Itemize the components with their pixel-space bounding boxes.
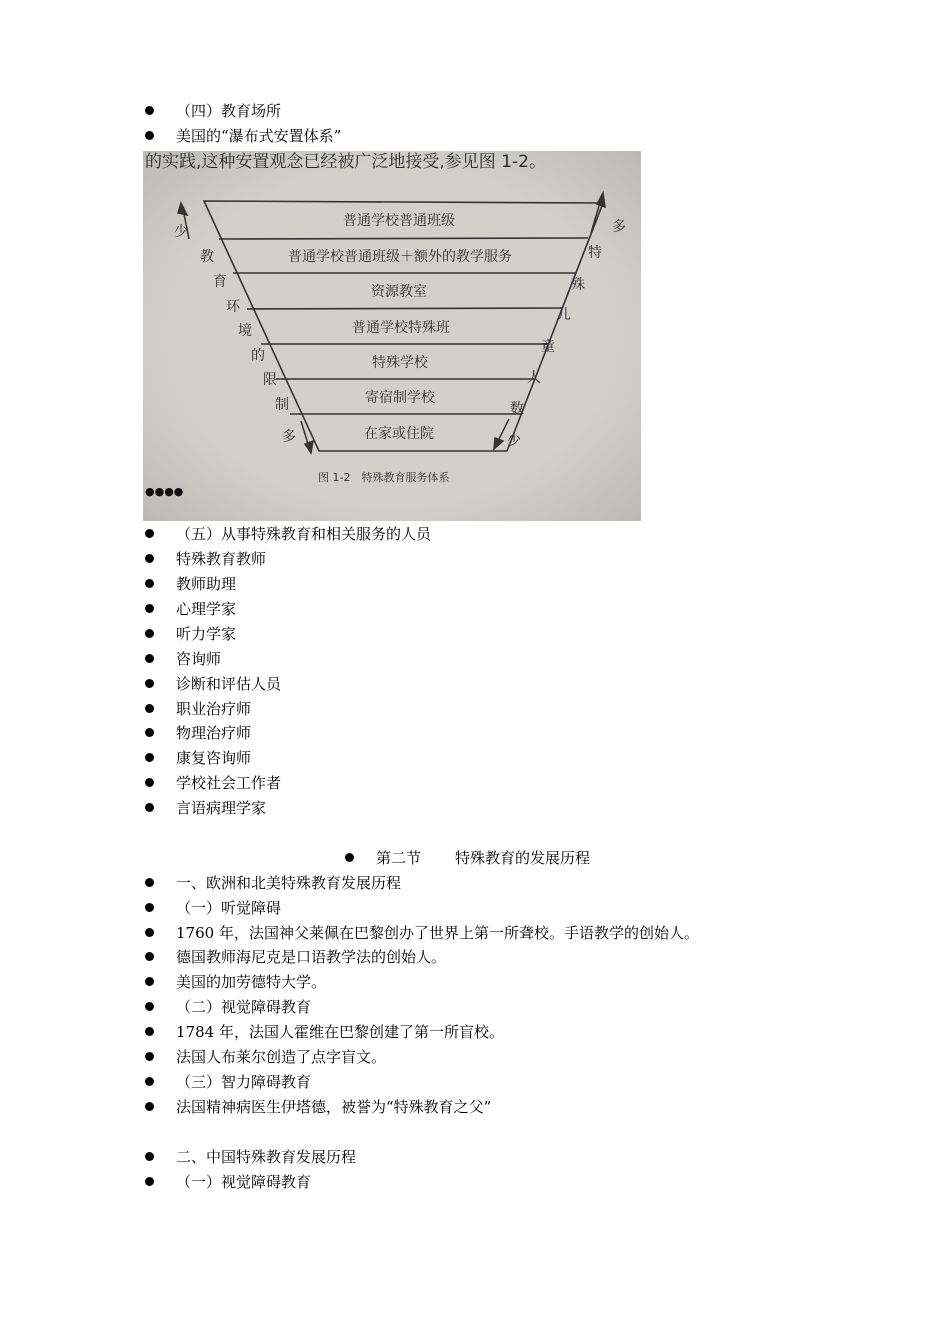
left-label-char: 的 — [251, 348, 265, 364]
list-item — [145, 922, 699, 944]
figure-dots: ●●●● — [145, 485, 184, 498]
list-item-text: 听力学家 — [176, 625, 237, 643]
list-item-text: 康复咨询师 — [176, 749, 252, 767]
pyramid-level: 普通学校普通班级＋额外的教学服务 — [288, 249, 512, 265]
list-item — [145, 100, 281, 122]
bullet-icon — [145, 1052, 154, 1061]
list-item — [145, 971, 326, 993]
list-item — [145, 747, 251, 769]
list-item-text: 言语病理学家 — [176, 799, 267, 817]
list-item — [145, 1021, 504, 1043]
list-item — [145, 1096, 491, 1118]
bullet-icon — [145, 604, 154, 613]
bullet-icon — [345, 853, 354, 862]
left-label-char: 境 — [238, 323, 252, 339]
right-label-bottom: 少 — [507, 433, 521, 449]
bullet-icon — [145, 1027, 154, 1036]
right-label-char: 特 — [588, 245, 602, 261]
left-label-char: 育 — [213, 274, 227, 290]
pyramid-level: 普通学校特殊班 — [352, 320, 450, 336]
list-item — [145, 996, 311, 1018]
bullet-icon — [145, 952, 154, 961]
list-item — [145, 797, 266, 819]
list-item — [145, 1046, 386, 1068]
list-item-text: 德国教师海尼克是口语教学法的创始人。 — [176, 948, 447, 966]
list-item — [145, 772, 281, 794]
bullet-icon — [145, 1102, 154, 1111]
list-item-text: 物理治疗师 — [176, 724, 252, 742]
list-item-text: 1760 年，法国神父莱佩在巴黎创办了世界上第一所聋校。手语教学的创始人。 — [176, 924, 699, 942]
bullet-icon — [145, 803, 154, 812]
figure-top-text: 的实践,这种安置观念已经被广泛地接受,参见图 1-2。 — [145, 152, 546, 172]
pyramid-level: 资源教室 — [371, 284, 427, 300]
pyramid-level: 在家或住院 — [364, 426, 434, 442]
list-item-text: 特殊教育教师 — [176, 550, 267, 568]
right-label-char: 儿 — [557, 307, 571, 323]
section-heading — [345, 847, 590, 869]
list-item-text: （二）视觉障碍教育 — [176, 998, 312, 1016]
figure-caption: 图 1-2 特殊教育服务体系 — [318, 471, 450, 484]
list-item-text: 一、欧洲和北美特殊教育发展历程 — [176, 874, 402, 892]
list-item — [145, 598, 236, 620]
bullet-icon — [145, 131, 154, 140]
list-item — [145, 897, 281, 919]
list-item — [145, 872, 401, 894]
bullet-icon — [145, 977, 154, 986]
list-item-text: 美国的“瀑布式安置体系” — [176, 127, 342, 145]
figure-photo — [143, 151, 641, 521]
pyramid-level: 寄宿制学校 — [365, 390, 435, 406]
bullet-icon — [145, 704, 154, 713]
bullet-icon — [145, 753, 154, 762]
bullet-icon — [145, 928, 154, 937]
list-item — [145, 946, 446, 968]
right-label-char: 殊 — [571, 277, 585, 293]
list-item-text: 二、中国特殊教育发展历程 — [176, 1148, 357, 1166]
list-item — [145, 648, 221, 670]
section-heading-number: 第二节 — [376, 849, 422, 867]
bullet-icon — [145, 579, 154, 588]
list-item-text: （一）听觉障碍 — [176, 899, 282, 917]
left-label-char: 限 — [263, 372, 277, 388]
list-item-text: 咨询师 — [176, 650, 222, 668]
left-label-char: 教 — [200, 249, 214, 265]
bullet-icon — [145, 654, 154, 663]
list-item — [145, 1171, 311, 1193]
right-label-char: 人 — [527, 370, 541, 386]
list-item — [145, 523, 431, 545]
list-item — [145, 673, 281, 695]
list-item — [145, 125, 341, 147]
list-item-text: 法国精神病医生伊塔德，被誉为“特殊教育之父” — [176, 1098, 492, 1116]
list-item — [145, 1071, 311, 1093]
list-item — [145, 722, 251, 744]
list-item-text: （三）智力障碍教育 — [176, 1073, 312, 1091]
list-item-text: 1784 年，法国人霍维在巴黎创建了第一所盲校。 — [176, 1023, 504, 1041]
list-item — [145, 573, 236, 595]
bullet-icon — [145, 728, 154, 737]
bullet-icon — [145, 106, 154, 115]
bullet-icon — [145, 1002, 154, 1011]
list-item-text: 教师助理 — [176, 575, 237, 593]
section-heading-title: 特殊教育的发展历程 — [455, 849, 591, 867]
bullet-icon — [145, 778, 154, 787]
list-item-text: 心理学家 — [176, 600, 237, 618]
left-label-char: 制 — [275, 397, 289, 413]
bullet-icon — [145, 629, 154, 638]
right-label-top: 多 — [612, 219, 626, 235]
pyramid-level: 特殊学校 — [372, 355, 428, 371]
bullet-icon — [145, 1077, 154, 1086]
bullet-icon — [145, 554, 154, 563]
list-item — [145, 698, 251, 720]
bullet-icon — [145, 1152, 154, 1161]
list-item — [145, 548, 266, 570]
list-item — [145, 623, 236, 645]
bullet-icon — [145, 903, 154, 912]
list-item-text: 学校社会工作者 — [176, 774, 282, 792]
list-item-text: （一）视觉障碍教育 — [176, 1173, 312, 1191]
bullet-icon — [145, 679, 154, 688]
bullet-icon — [145, 1177, 154, 1186]
list-item-text: （四）教育场所 — [176, 102, 282, 120]
list-item-text: 诊断和评估人员 — [176, 675, 282, 693]
left-label-bottom: 多 — [282, 429, 296, 445]
right-label-char: 数 — [510, 401, 524, 417]
left-label-char: 环 — [226, 299, 240, 315]
list-item — [145, 1146, 356, 1168]
list-item-text: 职业治疗师 — [176, 700, 252, 718]
left-label-top: 少 — [174, 224, 188, 240]
pyramid-level: 普通学校普通班级 — [343, 213, 455, 229]
list-item-text: 美国的加劳德特大学。 — [176, 973, 327, 991]
list-item-text: 法国人布莱尔创造了点字盲文。 — [176, 1048, 387, 1066]
list-item-text: （五）从事特殊教育和相关服务的人员 — [176, 525, 432, 543]
bullet-icon — [145, 878, 154, 887]
right-label-char: 童 — [541, 339, 555, 355]
bullet-icon — [145, 529, 154, 538]
